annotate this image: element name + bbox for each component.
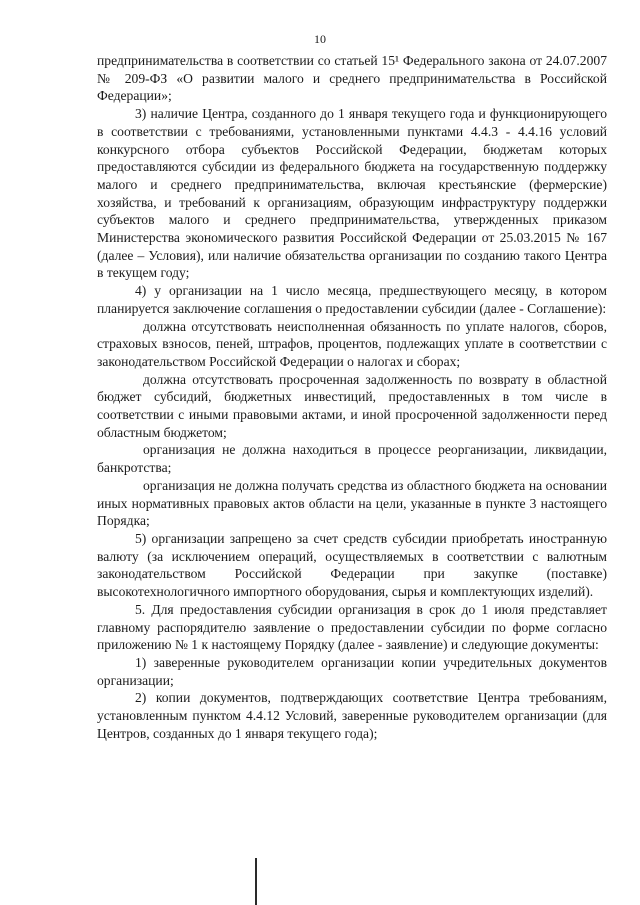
paragraph-condition-reorganization: организация не должна находиться в процессе реорганизации, ликвидации, банкротства;	[97, 442, 607, 476]
paragraph-condition-taxes: должна отсутствовать неисполненная обязанность по уплате налогов, сборов, страховых взносов, пеней, штрафов, процентов, подлежащих уплате в соответствии с законодательством Российской Федерации о налогах и сборах;	[97, 318, 607, 369]
page-number: 10	[314, 32, 326, 46]
paragraph-item-3: 3) наличие Центра, созданного до 1 января текущего года и функционирующего в соответствии с требованиями, установленными пунктами 4.4.3 - 4.4.16 условий конкурсного отбора субъектов Российской Федерации, бюджетам которых предоставляются субсидии из федерального бюджета на государственную поддержку малого и среднего предпринимательства, включая крестьянские (фермерские) хозяйства, и требований к организациям, образующим инфраструктуру поддержки субъектов малого и среднего предпринимательства, утвержденных приказом Министерства экономического развития Российской Федерации от 25.03.2015 № 167 (далее – Условия), или наличие обязательства организации по созданию такого Центра в текущем году;	[97, 106, 607, 281]
scan-artifact-line	[255, 858, 257, 905]
paragraph-condition-funds: организация не должна получать средства из областного бюджета на основании иных нормативных правовых актов области на цели, указанные в пункте 3 настоящего Порядка;	[97, 477, 607, 529]
document-body	[97, 52, 607, 742]
paragraph-condition-debt: должна отсутствовать просроченная задолженность по возврату в областной бюджет субсидий, бюджетных инвестиций, предоставленных в том числе в соответствии с иными правовыми актами, и иной просроченной задолженности перед областным бюджетом;	[97, 371, 607, 440]
paragraph-item-5: 5) организации запрещено за счет средств субсидии приобретать иностранную валюту (за исключением операций, осуществляемых в соответствии с валютным законодательством Российской Федерации при закупке (поставке) высокотехнологичного импортного оборудования, сырья и комплектующих изделий).	[97, 530, 607, 600]
paragraph-document-1: 1) заверенные руководителем организации копии учредительных документов организации;	[97, 654, 607, 688]
paragraph-section-5: 5. Для предоставления субсидии организация в срок до 1 июля представляет главному распорядителю заявление о предоставлении субсидии по форме согласно приложению № 1 к настоящему Порядку (далее - заявление) и следующие документы:	[97, 601, 607, 653]
paragraph-continuation: предпринимательства в соответствии со статьей 15¹ Федерального закона от 24.07.2007 № 209-ФЗ «О развитии малого и среднего предпринимательства в Российской Федерации»;	[97, 53, 607, 104]
paragraph-document-2: 2) копии документов, подтверждающих соответствие Центра требованиям, установленным пунктом 4.4.12 Условий, заверенные руководителем организации (для Центров, созданных до 1 января текущего года);	[97, 690, 607, 741]
paragraph-item-4: 4) у организации на 1 число месяца, предшествующего месяцу, в котором планируется заключение соглашения о предоставлении субсидии (далее - Соглашение):	[97, 283, 607, 316]
